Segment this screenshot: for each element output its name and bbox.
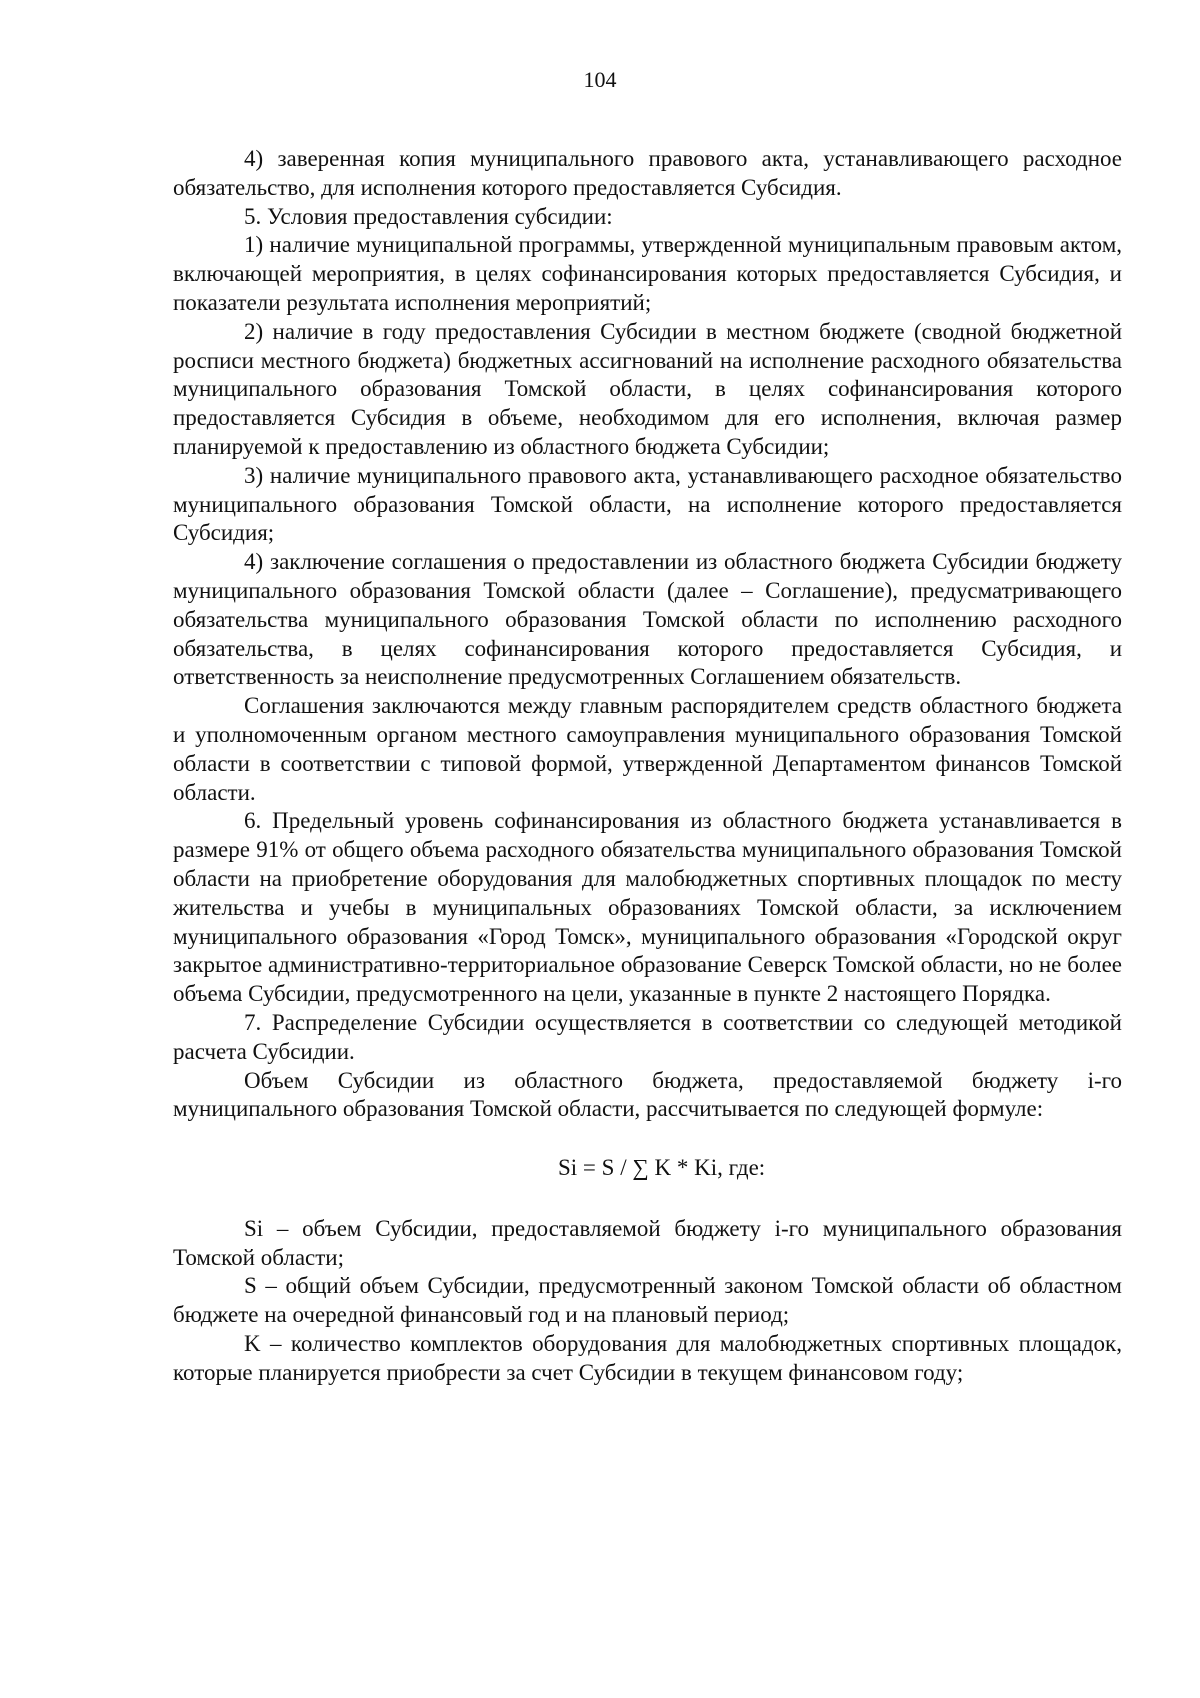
paragraph-condition-1: 1) наличие муниципальной программы, утвержденной муниципальным правовым актом, включающей мероприятия, в целях софинансирования которых предоставляется Субсидия, и показатели результата исполнения мероприятий; [173, 232, 1122, 315]
paragraph-formula-intro: Объем Субсидии из областного бюджета, предоставляемой бюджету i-го муниципального образования Томской области, рассчитывается по следующей формуле: [173, 1067, 1122, 1122]
definition-k: K – количество комплектов оборудования для малобюджетных спортивных площадок, которые планируется приобрести за счет Субсидии в текущем финансовом году; [173, 1331, 1122, 1385]
formula: Si = S / ∑ K * Ki, где: [558, 1155, 766, 1181]
paragraph-section-7: 7. Распределение Субсидии осуществляется в соответствии со следующей методикой расчета Субсидии. [173, 1009, 1122, 1064]
paragraph-agreements: Соглашения заключаются между главным распорядителем средств областного бюджета и уполномоченным органом местного самоуправления муниципального образования Томской области в соответствии с типовой формой, утвержденной Департаментом финансов Томской области. [173, 693, 1122, 805]
definition-s: S – общий объем Субсидии, предусмотренный законом Томской области об областном бюджете на очередной финансовый год и на плановый период; [173, 1273, 1122, 1328]
paragraph-section-6: 6. Предельный уровень софинансирования из областного бюджета устанавливается в размере 91% от общего объема расходного обязательства муниципального образования Томской области на приобретение оборудования для малобюджетных спортивных площадок по месту жительства и учебы в муниципальных образованиях Томской области, за исключением муниципального образования «Город Томск», муниципального образования «Городской округ закрытое административно-территориальное образование Северск Томской области, но не более объема Субсидии, предусмотренного на цели, указанные в пункте 2 настоящего Порядка. [173, 808, 1122, 1007]
paragraph-condition-2: 2) наличие в году предоставления Субсидии в местном бюджете (сводной бюджетной росписи местного бюджета) бюджетных ассигнований на исполнение расходного обязательства муниципального образования Томской области, в целях софинансирования которого предоставляется Субсидия в объеме, необходимом для его исполнения, включая размер планируемой к предоставлению из областного бюджета Субсидии; [173, 318, 1122, 459]
paragraph-condition-3: 3) наличие муниципального правового акта, устанавливающего расходное обязательство муниципального образования Томской области, на исполнение которого предоставляется Субсидия; [173, 462, 1122, 546]
paragraph-section-5-heading: 5. Условия предоставления субсидии: [244, 203, 613, 229]
paragraph-item-4-certified-copy: 4) заверенная копия муниципального правового акта, устанавливающего расходное обязательство, для исполнения которого предоставляется Субсидия. [173, 146, 1122, 200]
page-number: 104 [583, 67, 617, 92]
document-body [173, 145, 1122, 1388]
paragraph-condition-4: 4) заключение соглашения о предоставлении из областного бюджета Субсидии бюджету муниципального образования Томской области (далее – Соглашение), предусматривающего обязательства муниципального образования Томской области по исполнению расходного обязательства, в целях софинансирования которого предоставляется Субсидия, и ответственность за неисполнение предусмотренных Соглашением обязательств. [173, 549, 1122, 690]
definition-si: Si – объем Субсидии, предоставляемой бюджету i-го муниципального образования Томской области; [173, 1215, 1122, 1270]
